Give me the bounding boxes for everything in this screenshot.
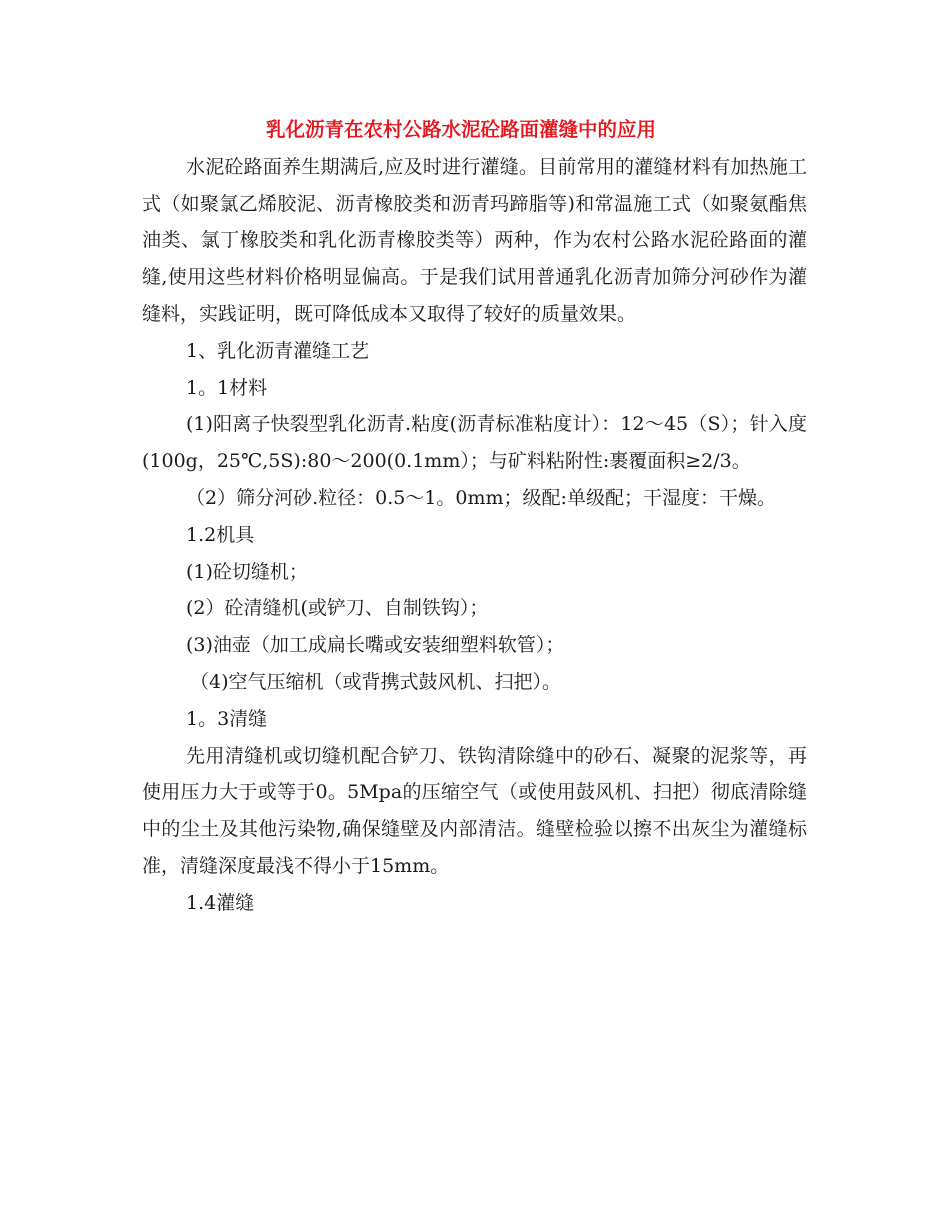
cleaning-paragraph: 先用清缝机或切缝机配合铲刀、铁钩清除缝中的砂石、凝聚的泥浆等，再使用压力大于或等于0。5Mpa的压缩空气（或使用鼓风机、扫把）彻底清除缝中的尘土及其他污染物,确保缝壁及内部清洁。缝壁检验以擦不出灰尘为灌缝标准，清缝深度最浅不得小于15mm。 [142, 744, 807, 877]
material-item-1: (1)阳离子快裂型乳化沥青.粘度(沥青标准粘度计）：12～45（S）；针入度(100g，25℃,5S):80～200(0.1mm）；与矿料粘附性:裹覆面积≥2/3。 [142, 413, 807, 473]
section-1-heading: 1、乳化沥青灌缝工艺 [186, 339, 370, 362]
tool-item-3: (3)油壶（加工成扁长嘴或安装细塑料软管）； [186, 634, 565, 657]
section-1-3-heading: 1。3清缝 [186, 707, 268, 730]
intro-paragraph: 水泥砼路面养生期满后,应及时进行灌缝。目前常用的灌缝材料有加热施工式（如聚氯乙烯胶泥、沥青橡胶类和沥青玛蹄脂等)和常温施工式（如聚氨酯焦油类、氯丁橡胶类和乳化沥青橡胶类等）两种，作为农村公路水泥砼路面的灌缝,使用这些材料价格明显偏高。于是我们试用普通乳化沥青加筛分河砂作为灌缝料，实践证明，既可降低成本又取得了较好的质量效果。 [142, 155, 807, 325]
section-1-4-heading: 1.4灌缝 [186, 891, 255, 914]
section-1-2-heading: 1.2机具 [186, 523, 255, 546]
tool-item-1: (1)砼切缝机； [186, 560, 308, 583]
material-item-2: （2）筛分河砂.粒径：0.5～1。0mm；级配:单级配；干湿度：干燥。 [186, 486, 776, 509]
document-title: 乳化沥青在农村公路水泥砼路面灌缝中的应用 [266, 118, 657, 141]
tool-item-2: (2）砼清缝机(或铲刀、自制铁钩）； [186, 597, 489, 620]
document-body [142, 112, 807, 922]
tool-item-4: （4)空气压缩机（或背携式鼓风机、扫把）。 [190, 670, 562, 693]
section-1-1-heading: 1。1材料 [186, 376, 268, 399]
